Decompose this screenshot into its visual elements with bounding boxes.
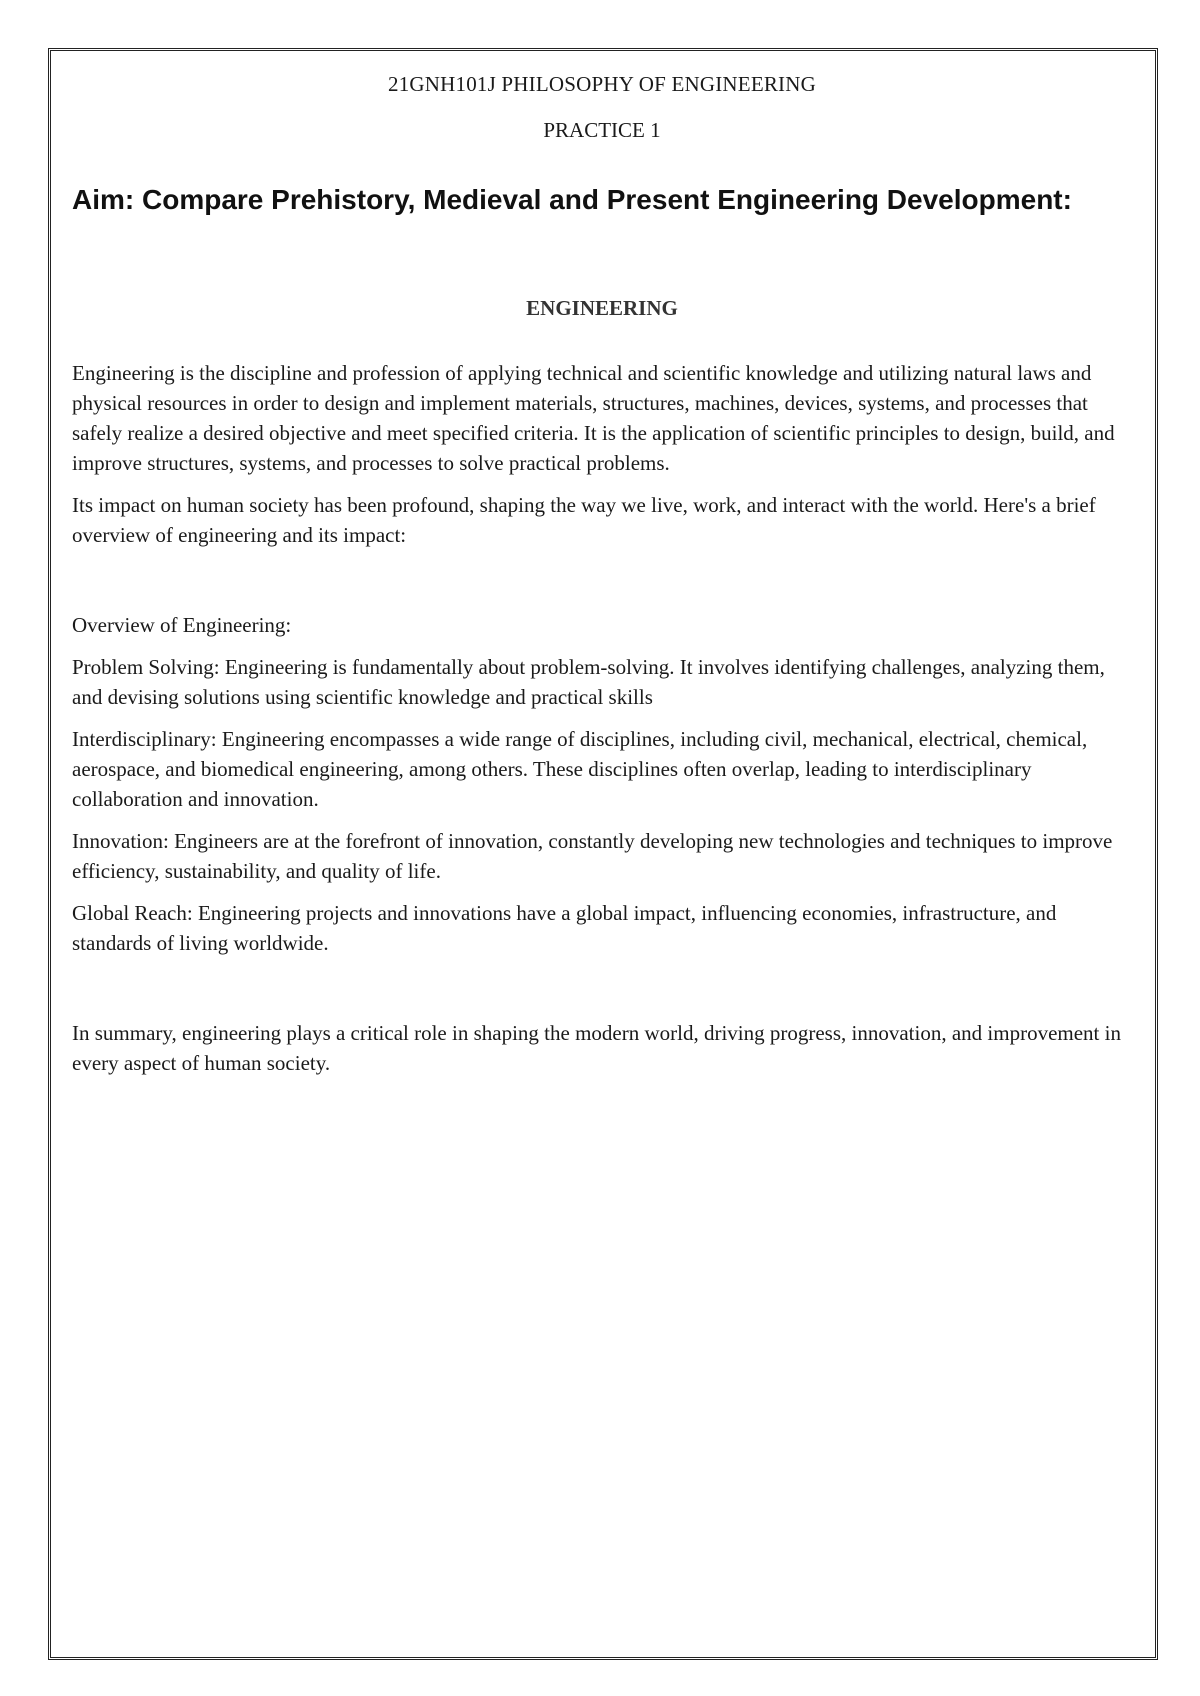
practice-number: PRACTICE 1 xyxy=(543,118,661,142)
point-interdisciplinary: Interdisciplinary: Engineering encompasses a wide range of disciplines, including civil, mechanical, electrical, chemical, aerospace, and biomedical engineering, among others. These disciplines often overlap, leading to interdisciplinary collaboration and innovation. xyxy=(72,727,1088,811)
point-innovation: Innovation: Engineers are at the forefront of innovation, constantly developing new technologies and techniques to improve efficiency, sustainability, and quality of life. xyxy=(72,829,1113,883)
aim-heading: Aim: Compare Prehistory, Medieval and Present Engineering Development: xyxy=(72,184,1072,215)
overview-heading: Overview of Engineering: xyxy=(72,613,292,637)
section-heading: ENGINEERING xyxy=(526,296,678,320)
impact-paragraph: Its impact on human society has been profound, shaping the way we live, work, and interact with the world. Here's a brief overview of engineering and its impact: xyxy=(72,493,1096,547)
summary-paragraph: In summary, engineering plays a critical role in shaping the modern world, driving progress, innovation, and improvement in every aspect of human society. xyxy=(72,1021,1121,1075)
intro-paragraph: Engineering is the discipline and profession of applying technical and scientific knowledge and utilizing natural laws and physical resources in order to design and implement materials, structures, machines, devices, systems, and processes that safely realize a desired objective and meet specified criteria. It is the application of scientific principles to design, build, and improve structures, systems, and processes to solve practical problems. xyxy=(72,361,1115,475)
point-problem-solving: Problem Solving: Engineering is fundamentally about problem-solving. It involves identifying challenges, analyzing them, and devising solutions using scientific knowledge and practical skills xyxy=(72,655,1105,709)
course-title: 21GNH101J PHILOSOPHY OF ENGINEERING xyxy=(388,72,816,96)
document-body xyxy=(72,70,1132,1078)
point-global-reach: Global Reach: Engineering projects and innovations have a global impact, influencing economies, infrastructure, and standards of living worldwide. xyxy=(72,901,1057,955)
